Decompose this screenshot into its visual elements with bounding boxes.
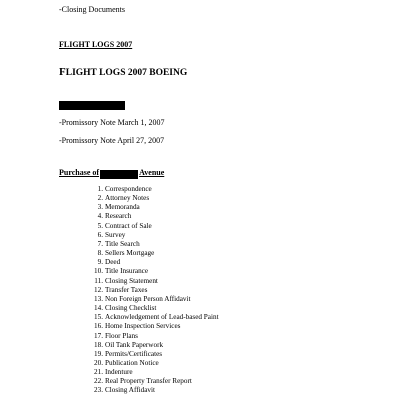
list-item-number: 5. (97, 221, 103, 230)
list-item (92, 286, 219, 295)
list-item (92, 368, 219, 377)
list-item-number: 9. (97, 258, 103, 267)
heading-rest: LIGHT LOGS 2007 BOEING (65, 68, 188, 78)
list-item-label: Correspondence (105, 185, 152, 193)
list-item-number: 13. (94, 294, 103, 303)
list-item-number: 3. (97, 203, 103, 212)
list-item-number: 10. (94, 267, 103, 276)
list-item (92, 185, 219, 194)
closing-documents-list (92, 185, 219, 396)
list-item-label: Closing Statement (105, 276, 158, 285)
list-item-label: Contract of Sale (105, 221, 152, 230)
list-item-label: Research (105, 212, 132, 221)
list-item-label: Transfer Taxes (105, 285, 148, 294)
redaction-block (59, 101, 125, 110)
list-item-label: Attorney Notes (105, 194, 150, 203)
list-item-label: Closing Affidavit (105, 386, 155, 395)
list-item (92, 258, 219, 267)
list-item (92, 203, 219, 212)
list-item (92, 341, 219, 350)
list-item (92, 386, 219, 395)
list-item-number: 1. (97, 185, 103, 193)
list-item-label: Acknowledgement of Lead-based Paint (105, 313, 219, 322)
list-item (92, 267, 219, 276)
list-item-number: 14. (94, 304, 103, 313)
list-item (92, 377, 219, 386)
list-item-number: 20. (94, 358, 103, 367)
list-item (92, 304, 219, 313)
list-item (92, 222, 219, 231)
list-item-label: Title Search (105, 239, 140, 248)
list-item-label: Sellers Mortgage (105, 249, 155, 258)
list-item-label: Real Property Transfer Report (105, 377, 192, 386)
list-item-number: 23. (94, 386, 103, 395)
list-item (92, 295, 219, 304)
list-item-label: Permits/Certificates (105, 349, 163, 358)
list-item-label: Publication Notice (105, 358, 159, 367)
list-item (92, 322, 219, 331)
list-item-label: Home Inspection Services (105, 322, 181, 331)
list-item-number: 21. (94, 368, 103, 377)
flight-logs-heading: FLIGHT LOGS 2007 (59, 40, 133, 49)
list-item (92, 332, 219, 341)
purchase-prefix: Purchase of (59, 168, 100, 177)
list-item-label: Memoranda (105, 203, 140, 212)
list-item (92, 212, 219, 221)
promissory-note-april: -Promissory Note April 27, 2007 (59, 136, 165, 145)
list-item-number: 22. (94, 377, 103, 386)
list-item-number: 15. (94, 313, 103, 322)
list-item-number: 8. (97, 249, 103, 258)
list-item-number: 2. (97, 194, 103, 203)
list-item-number: 7. (97, 239, 103, 248)
list-item (92, 350, 219, 359)
list-item-label: Survey (105, 230, 126, 239)
address-redaction (100, 170, 138, 179)
list-item (92, 313, 219, 322)
list-item-label: Closing Checklist (105, 304, 157, 313)
list-item (92, 194, 219, 203)
flight-logs-boeing-heading (59, 66, 187, 79)
list-item (92, 277, 219, 286)
list-item-label: Oil Tank Paperwork (105, 340, 164, 349)
list-item-label: Floor Plans (105, 331, 138, 340)
promissory-note-march: -Promissory Note March 1, 2007 (59, 118, 165, 127)
list-item-number: 11. (94, 276, 103, 285)
list-item-number: 18. (94, 340, 103, 349)
list-item-label: Title Insurance (105, 267, 149, 276)
list-item-number: 6. (97, 230, 103, 239)
list-item (92, 231, 219, 240)
list-item-label: Non Foreign Person Affidavit (105, 294, 191, 303)
list-item-number: 16. (94, 322, 103, 331)
list-item-number: 12. (94, 285, 103, 294)
list-item (92, 240, 219, 249)
list-item-number: 17. (94, 331, 103, 340)
list-item (92, 359, 219, 368)
list-item-number: 19. (94, 349, 103, 358)
list-item-label: Deed (105, 258, 121, 267)
purchase-heading (59, 168, 164, 178)
closing-documents-line: -Closing Documents (59, 5, 125, 14)
list-item-label: Indenture (105, 368, 133, 377)
heading-first-letter: F (59, 66, 66, 78)
list-item (92, 249, 219, 258)
purchase-suffix: Avenue (139, 168, 165, 177)
list-item-number: 4. (97, 212, 103, 221)
